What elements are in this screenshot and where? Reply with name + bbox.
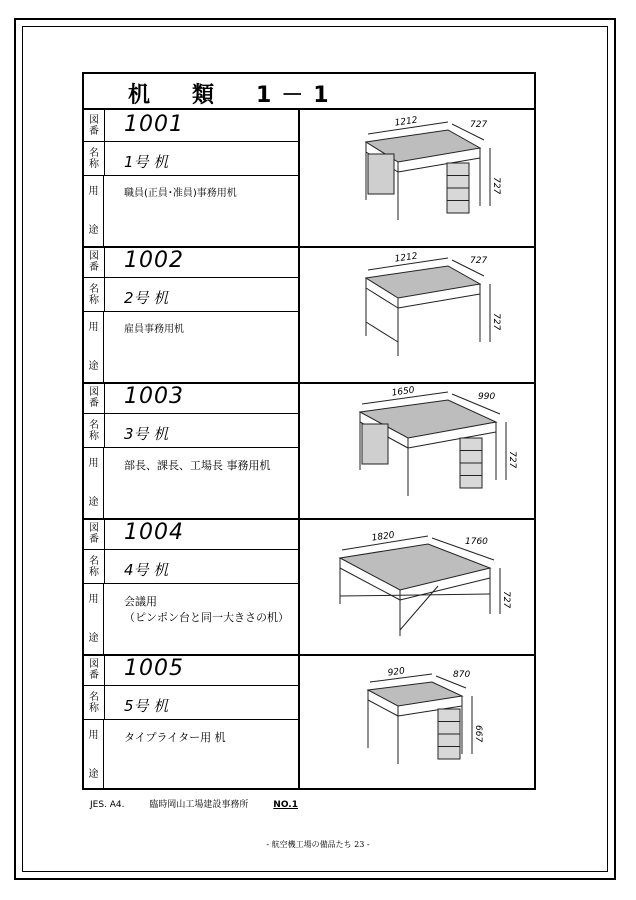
desk-stretcher	[366, 322, 398, 342]
entry-info	[84, 246, 300, 382]
name-row	[84, 550, 298, 584]
name-label: 名 称	[84, 278, 105, 311]
dimension-depth: 727	[470, 120, 488, 130]
footer-number: NO.1	[273, 800, 298, 810]
entry-image	[300, 110, 534, 246]
dimension-height: 727	[501, 591, 511, 609]
use-label: 用 途	[84, 720, 104, 790]
title-row	[84, 74, 534, 110]
item-name: 1号 机	[124, 153, 169, 171]
name-row	[84, 686, 298, 720]
name-label: 名 称	[84, 550, 105, 583]
item-use: 部長、課長、工場長 事務用机	[124, 459, 271, 472]
dimension-depth: 727	[470, 256, 488, 266]
dimension-width: 1212	[394, 115, 419, 129]
dimension-depth: 1760	[465, 537, 488, 547]
desk-cabinet	[362, 424, 388, 464]
desk-stretcher	[400, 586, 438, 630]
page-footer: - 航空機工場の備品たち 23 -	[266, 840, 370, 849]
use-label: 用 途	[84, 448, 104, 518]
desk-illustration	[300, 246, 534, 382]
desk-entry	[84, 246, 534, 384]
dimension-depth: 870	[453, 670, 471, 680]
number-label: 図 番	[84, 382, 105, 413]
entry-image	[300, 382, 534, 518]
desk-entry	[84, 518, 534, 656]
desk-illustration	[300, 382, 534, 518]
footer-office: 臨時岡山工場建設事務所	[149, 800, 249, 810]
dimension-width: 1820	[371, 530, 396, 544]
drawing-number: 1004	[124, 520, 184, 545]
desk-entry	[84, 654, 534, 790]
drawing-number: 1002	[124, 248, 184, 273]
name-label: 名 称	[84, 142, 105, 175]
dimension-height: 727	[491, 177, 501, 195]
entry-image	[300, 518, 534, 654]
name-label: 名 称	[84, 414, 105, 447]
dimension-height: 727	[507, 451, 517, 469]
item-name: 4号 机	[124, 561, 169, 579]
entry-image	[300, 654, 534, 790]
drawing-number: 1001	[124, 112, 184, 137]
use-row	[84, 312, 298, 382]
desk-illustration	[300, 110, 534, 246]
item-name: 2号 机	[124, 289, 169, 307]
number-row	[84, 518, 298, 550]
desk-top	[366, 266, 480, 298]
number-row	[84, 110, 298, 142]
desk-illustration	[300, 654, 534, 790]
number-label: 図 番	[84, 110, 105, 141]
entry-info	[84, 518, 300, 654]
drawing-number: 1005	[124, 656, 184, 681]
name-row	[84, 414, 298, 448]
use-row	[84, 720, 298, 790]
entry-info	[84, 654, 300, 790]
entry-info	[84, 110, 300, 246]
desk-top	[368, 682, 462, 706]
name-row	[84, 278, 298, 312]
desk-illustration	[300, 518, 534, 654]
item-name: 3号 机	[124, 425, 169, 443]
dimension-depth: 990	[478, 392, 496, 402]
drawing-number: 1003	[124, 384, 184, 409]
use-label: 用 途	[84, 176, 104, 246]
sheet-footer	[90, 797, 320, 810]
desk-stretcher	[340, 594, 490, 596]
use-row	[84, 448, 298, 518]
desk-cabinet	[368, 154, 394, 194]
use-label: 用 途	[84, 584, 104, 654]
dimension-height: 727	[491, 313, 501, 331]
number-label: 図 番	[84, 518, 105, 549]
item-name: 5号 机	[124, 697, 169, 715]
desk-entry	[84, 382, 534, 520]
dimension-width: 1650	[391, 385, 416, 399]
dimension-height: 667	[473, 725, 483, 743]
catalog-sheet	[82, 72, 536, 790]
entry-image	[300, 246, 534, 382]
use-label: 用 途	[84, 312, 104, 382]
dimension-width: 1212	[394, 251, 419, 265]
desk-entry	[84, 110, 534, 248]
number-row	[84, 246, 298, 278]
name-label: 名 称	[84, 686, 105, 719]
use-row	[84, 176, 298, 246]
footer-code: JES. A4.	[90, 800, 125, 810]
number-label: 図 番	[84, 246, 105, 277]
dimension-width: 920	[387, 666, 406, 679]
use-row	[84, 584, 298, 654]
entry-info	[84, 382, 300, 518]
name-row	[84, 142, 298, 176]
number-label: 図 番	[84, 654, 105, 685]
item-use: タイプライター用 机	[124, 731, 226, 744]
number-row	[84, 382, 298, 414]
sheet-title: 机 類 1－1	[128, 83, 339, 108]
item-use: 職員(正員･准員)事務用机	[124, 188, 237, 199]
number-row	[84, 654, 298, 686]
item-use: 雇員事務用机	[124, 324, 184, 335]
item-use: 会議用 （ピンポン台と同一大きさの机）	[124, 595, 289, 624]
